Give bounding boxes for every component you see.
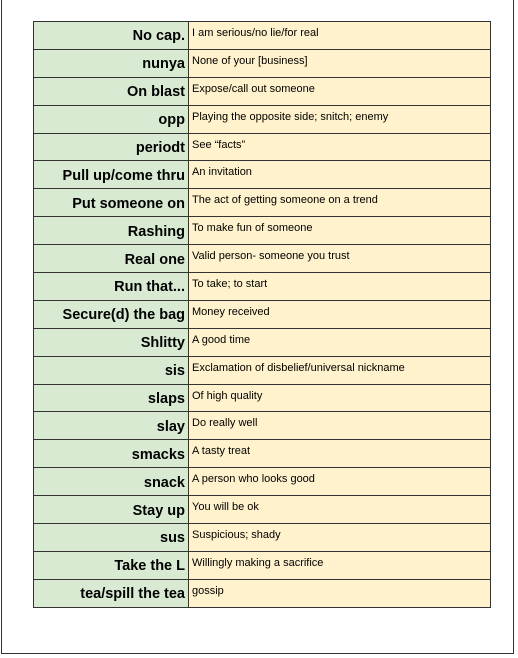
definition-cell: Exclamation of disbelief/universal nickname (189, 356, 491, 384)
term-text: nunya (142, 56, 185, 73)
table-row (34, 77, 491, 105)
term-text: slay (156, 418, 185, 435)
term-cell (34, 217, 189, 245)
definition-cell: A good time (189, 328, 491, 356)
table-row (34, 22, 491, 50)
term-cell (34, 189, 189, 217)
term-text: Real one (124, 251, 185, 268)
term-cell (34, 49, 189, 77)
definition-cell: Suspicious; shady (189, 524, 491, 552)
definition-cell: See “facts” (189, 133, 491, 161)
term-text: Shlitty (140, 335, 185, 352)
term-text: periodt (135, 140, 185, 156)
table-row (34, 468, 491, 496)
term-cell (34, 496, 189, 524)
term-cell (34, 300, 189, 328)
definition-cell: I am serious/no lie/for real (189, 22, 491, 50)
term-cell (34, 524, 189, 552)
table-row (34, 440, 491, 468)
term-cell (34, 412, 189, 440)
term-text: sis (164, 363, 185, 380)
definition-cell: The act of getting someone on a trend (189, 189, 491, 217)
table-row (34, 356, 491, 384)
term-text: Take the L (114, 558, 185, 575)
term-text: Pull up/come thru (62, 167, 185, 184)
definition-cell: Expose/call out someone (189, 77, 491, 105)
table-row (34, 245, 491, 273)
term-text: tea/spill the tea (80, 586, 185, 603)
table-row (34, 300, 491, 328)
term-cell (34, 77, 189, 105)
definition-cell: Do really well (189, 412, 491, 440)
definition-cell: A tasty treat (189, 440, 491, 468)
table-row (34, 328, 491, 356)
term-cell (34, 468, 189, 496)
term-cell (34, 328, 189, 356)
definition-cell: gossip (189, 579, 491, 607)
slang-glossary-table (33, 21, 491, 608)
definition-cell: Playing the opposite side; snitch; enemy (189, 105, 491, 133)
table-row (34, 105, 491, 133)
glossary-body (34, 22, 491, 608)
table-row (34, 133, 491, 161)
table-row (34, 496, 491, 524)
term-cell (34, 551, 189, 579)
table-row (34, 217, 491, 245)
term-text: Secure(d) the bag (62, 307, 185, 324)
definition-cell: A person who looks good (189, 468, 491, 496)
table-row (34, 551, 491, 579)
definition-cell: None of your [business] (189, 49, 491, 77)
term-cell (34, 384, 189, 412)
term-cell (34, 579, 189, 607)
term-text: snack (143, 474, 185, 491)
term-cell (34, 133, 189, 161)
term-cell (34, 356, 189, 384)
term-text: sus (160, 530, 185, 547)
term-text: Rashing (127, 223, 185, 240)
table-row (34, 384, 491, 412)
term-cell (34, 161, 189, 189)
term-cell (34, 273, 189, 301)
definition-cell: An invitation (189, 161, 491, 189)
definition-cell: Valid person- someone you trust (189, 245, 491, 273)
term-text: No cap. (132, 28, 185, 45)
term-cell (34, 440, 189, 468)
term-cell (34, 245, 189, 273)
term-text: smacks (131, 446, 185, 463)
definition-cell: Money received (189, 300, 491, 328)
term-text: Run that... (114, 279, 185, 296)
table-row (34, 579, 491, 607)
term-cell (34, 22, 189, 50)
document-page (1, 0, 514, 654)
term-text: slaps (147, 391, 185, 408)
table-row (34, 273, 491, 301)
term-cell (34, 105, 189, 133)
definition-cell: You will be ok (189, 496, 491, 524)
table-row (34, 524, 491, 552)
definition-cell: To take; to start (189, 273, 491, 301)
term-text: Stay up (132, 502, 185, 519)
table-row (34, 412, 491, 440)
term-text: opp (158, 112, 185, 129)
table-row (34, 161, 491, 189)
term-text: On blast (126, 84, 185, 101)
definition-cell: To make fun of someone (189, 217, 491, 245)
definition-cell: Willingly making a sacrifice (189, 551, 491, 579)
term-text: Put someone on (72, 195, 185, 212)
table-row (34, 189, 491, 217)
table-row (34, 49, 491, 77)
definition-cell: Of high quality (189, 384, 491, 412)
